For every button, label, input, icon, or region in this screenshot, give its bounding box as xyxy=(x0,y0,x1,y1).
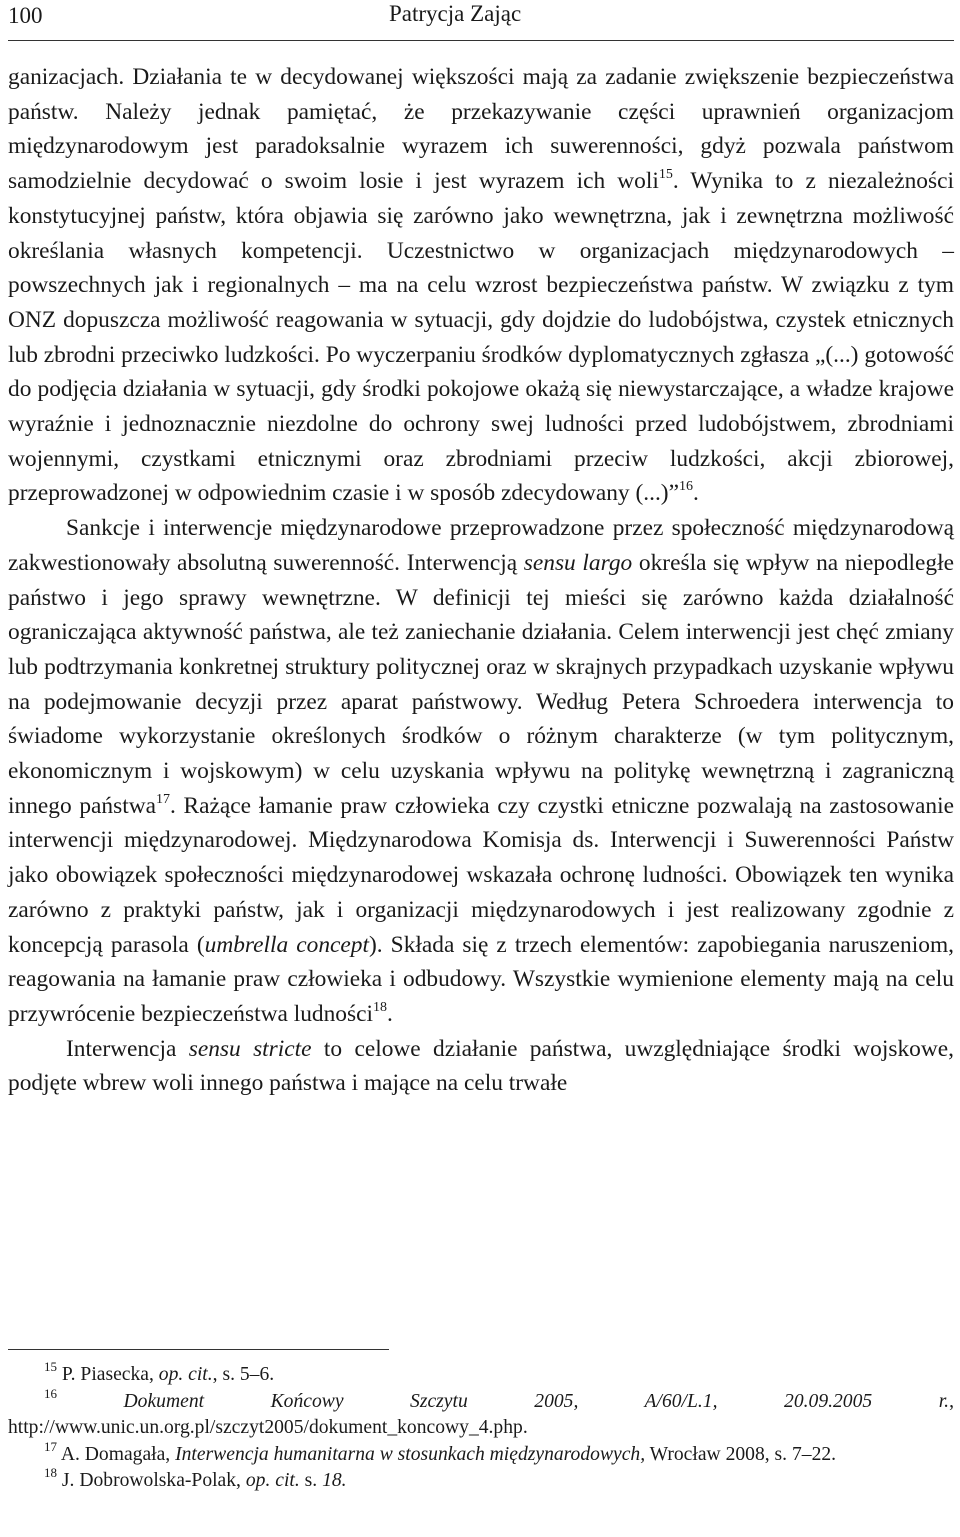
footnote-number: 18 xyxy=(44,1465,57,1480)
footnote-number: 16 xyxy=(44,1385,57,1401)
footnote-18: $^{18}$ J. Dobrowolska-Polak, op. cit. s. 18. xyxy=(44,1465,347,1491)
footnote-link[interactable]: , http://www.unic.un.org.pl/szczyt2005/dokument_koncowy_4.php. xyxy=(8,1390,954,1438)
footnotes xyxy=(8,1359,954,1495)
footnote-separator xyxy=(8,1349,389,1350)
term-sensu-largo: sensu largo xyxy=(523,549,633,576)
paragraph-1: ganizacjach. Działania te w decydowanej większości mają za zadanie zwiększenie bezpieczeństwa państw. Należy jednak pamiętać, że przekazywanie części uprawnień organizacjom międzynarodowym jest paradoksalnie wyrazem ich suwerenności, gdyż pozwala państwom samodzielnie decydować o swoim losie i jest wyrazem ich woli$^{15}$. Wynika to z niezależności konstytucyjnej państw, która objawia się zarówno jako wewnętrzna, jak i zewnętrzna możliwość określania własnych kompetencji. Uczestnictwo w organizacjach międzynarodowych – powszechnych jak i regionalnych – ma na celu wzrost bezpieczeństwa państw. W związku z tym ONZ dopuszcza możliwość reagowania w sytuacji, gdy dojdzie do ludobójstwa, czystek etnicznych lub zbrodni przeciwko ludzkości. Po wyczerpaniu środków dyplomatycznych zgłasza „(...) gotowość do podjęcia działania w sytuacji, gdy środki pokojowe okażą się niewystarczające, a władze krajowe wyraźnie i jednoznacznie niezdolne do ochrony swej ludności przed ludobójstwem, zbrodniami wojennymi, czystkami etnicznymi oraz zbrodniami przeciw ludzkości, akcji zbiorowej, przeprowadzonej w odpowiednim czasie i w sposób zdecydowany (...)”$^{16}$. xyxy=(8,64,954,507)
footnote-15: $^{15}$ P. Piasecka, op. cit., s. 5–6. xyxy=(44,1359,275,1385)
footnote-17: $^{17}$ A. Domagała, Interwencja humanitarna w stosunkach międzynarodowych, Wrocław 2008, s. 7–22. xyxy=(44,1438,837,1465)
paragraph-3: Interwencja sensu stricte to celowe działanie państwa, uwzględniające środki wojskowe, podjęte wbrew woli innego państwa i mające na celu trwałe xyxy=(8,1035,954,1097)
footnote-16: $^{16}$ Dokument Końcowy Szczytu 2005, A/60/L.1, 20.09.2005 r., http://www.unic.un.org.pl/szczyt2005/dokument_koncowy_4.php. xyxy=(8,1385,954,1438)
paragraph-2: Sankcje i interwencje międzynarodowe przeprowadzone przez społeczność międzynarodową zakwestionowały absolutną suwerenność. Interwencją sensu largo określa się wpływ na niepodległe państwo i jego sprawy wewnętrzne. W definicji tej mieści się zarówno każda działalność ograniczająca aktywność państwa, ale też zaniechanie działania. Celem interwencji jest chęć zmiany lub podtrzymania konkretnej struktury politycznej oraz w skrajnych przypadkach uzyskanie wpływu na podejmowanie decyzji przez aparat państwowy. Według Petera Schroedera interwencja to świadome wykorzystanie określonych środków o różnym charakterze (w tym politycznym, ekonomicznym i wojskowym) w celu uzyskania wpływu na politykę wewnętrzną i zagraniczną innego państwa$^{17}$. Rażące łamanie praw człowieka czy czystki etniczne pozwalają na zastosowanie interwencji międzynarodowej. Międzynarodowa Komisja ds. Interwencji i Suwerenności Państw jako obowiązek społeczności międzynarodowej wskazała ochronę ludności. Obowiązek ten wynika zarówno z praktyki państw, jak i organizacji międzynarodowych i jest realizowany zgodnie z koncepcją parasola (umbrella concept). Składa się z trzech elementów: zapobiegania naruszeniom, reagowania na łamanie praw człowieka i odbudowy. Wszystkie wymienione elementy mają na celu przywrócenie bezpieczeństwa ludności$^{18}$. xyxy=(8,515,954,1027)
footnote-ref-15[interactable]: 15 xyxy=(658,167,673,183)
footnote-ref-17[interactable]: 17 xyxy=(156,791,170,807)
term-umbrella-concept: umbrella concept xyxy=(204,931,369,958)
page-number: 100 xyxy=(8,3,43,28)
body-text xyxy=(8,60,954,1101)
footnote-number: 15 xyxy=(44,1359,57,1374)
footnote-ref-16[interactable]: 16 xyxy=(678,479,693,495)
footnote-number: 17 xyxy=(44,1438,57,1454)
page-header xyxy=(8,0,954,41)
running-header-author: Patrycja Zając xyxy=(389,1,522,26)
term-sensu-stricte: sensu stricte xyxy=(188,1035,312,1062)
footnote-ref-18[interactable]: 18 xyxy=(373,999,387,1015)
